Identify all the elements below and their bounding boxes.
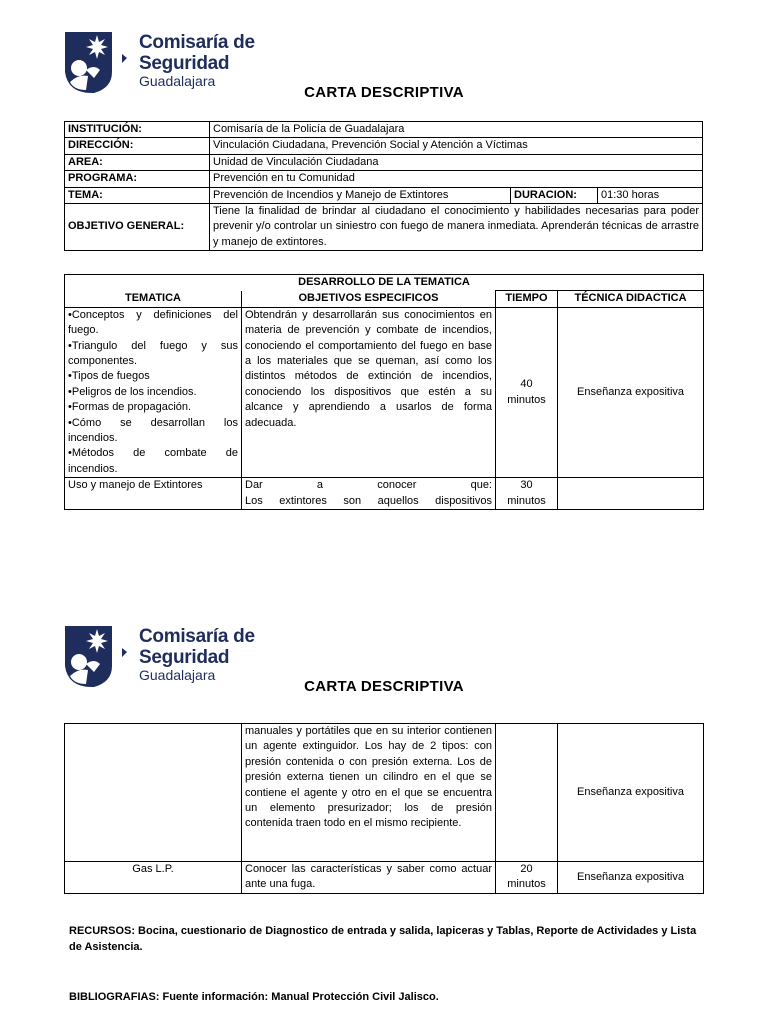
list-item: •Peligros de los incendios.	[68, 385, 197, 398]
tiempo-cell	[496, 307, 558, 477]
tiempo-unit: minutos	[507, 393, 546, 406]
tiempo-number: 30	[520, 479, 533, 492]
tematica-list	[65, 307, 242, 477]
table-row	[65, 724, 704, 862]
header-tematica: TEMATICA	[65, 291, 242, 307]
bibliografias-text: BIBLIOGRAFIAS: Fuente información: Manual Protección Civil Jalisco.	[69, 991, 439, 1003]
list-item: •Triangulo del fuego y sus componentes.	[68, 339, 238, 368]
tema-value: Prevención de Incendios y Manejo de Extintores	[210, 187, 511, 203]
info-row-objetivo	[65, 204, 703, 251]
institucion-label: INSTITUCIÓN:	[65, 122, 210, 138]
info-table	[64, 121, 703, 251]
programa-value: Prevención en tu Comunidad	[210, 171, 703, 187]
tematica-cell	[65, 724, 242, 862]
logo-line2: Seguridad	[139, 647, 230, 668]
list-item: •Cómo se desarrollan los incendios.	[68, 416, 238, 445]
desarrollo-title: DESARROLLO DE LA TEMATICA	[65, 275, 704, 291]
tecnica-cell	[558, 478, 704, 510]
tiempo-cell	[496, 862, 558, 894]
header-tiempo: TIEMPO	[496, 291, 558, 307]
info-row-area	[65, 154, 703, 170]
logo-line2: Seguridad	[139, 53, 230, 74]
tecnica-cell: Enseñanza expositiva	[558, 862, 704, 894]
tiempo-cell	[496, 478, 558, 510]
desarrollo-table	[64, 274, 704, 510]
logo-line3: Guadalajara	[139, 73, 216, 89]
recursos-text: RECURSOS: Bocina, cuestionario de Diagnostico de entrada y salida, lapiceras y Tablas, Reporte de Actividades y Lista de Asistencia.	[69, 925, 697, 953]
header-objetivos: OBJETIVOS ESPECIFICOS	[242, 291, 496, 307]
area-value: Unidad de Vinculación Ciudadana	[210, 154, 703, 170]
direccion-value: Vinculación Ciudadana, Prevención Social y Atención a Víctimas	[210, 138, 703, 154]
list-item: •Formas de propagación.	[68, 401, 192, 414]
tiempo-number: 40	[520, 378, 533, 391]
duracion-value: 01:30 horas	[598, 187, 703, 203]
tematica-cell: Gas L.P.	[65, 862, 242, 894]
objetivo-label: OBJETIVO GENERAL:	[65, 204, 210, 251]
desarrollo-title-row	[65, 275, 704, 291]
institucion-value: Comisaría de la Policía de Guadalajara	[210, 122, 703, 138]
logo-line1: Comisaría de	[139, 32, 255, 53]
objetivo-cell: Obtendrán y desarrollarán sus conocimientos en materia de prevención y combate de incendios, conociendo el comportamiento del fuego en base a los materiales que se queman, así como los distintos métodos de extinción de incendios, conociendo los dispositivos que estén a su alcance y aprendiendo a usarlos de forma adecuada.	[242, 307, 496, 477]
table-row	[65, 862, 704, 894]
logo-line3: Guadalajara	[139, 667, 216, 683]
desarrollo-table-continued	[64, 723, 704, 894]
header-tecnica: TÉCNICA DIDACTICA	[558, 291, 704, 307]
page-title: CARTA DESCRIPTIVA	[304, 678, 464, 695]
objetivo-cell	[242, 478, 496, 510]
tiempo-number: 20	[520, 863, 533, 875]
direccion-label: DIRECCIÓN:	[65, 138, 210, 154]
tema-label: TEMA:	[65, 187, 210, 203]
table-row	[65, 478, 704, 510]
info-row-direccion	[65, 138, 703, 154]
tiempo-unit: minutos	[507, 878, 546, 891]
info-row-institucion	[65, 122, 703, 138]
list-item: •Tipos de fuegos	[68, 370, 150, 383]
tecnica-cell: Enseñanza expositiva	[558, 307, 704, 477]
desarrollo-header-row	[65, 291, 704, 307]
objetivo-line: Los extintores son aquellos dispositivos	[245, 494, 492, 507]
tiempo-cell	[496, 724, 558, 862]
programa-label: PROGRAMA:	[65, 171, 210, 187]
list-item: •Métodos de combate de incendios.	[68, 447, 238, 475]
tecnica-cell: Enseñanza expositiva	[558, 724, 704, 862]
info-row-programa	[65, 171, 703, 187]
table-row	[65, 307, 704, 477]
logo-line1: Comisaría de	[139, 626, 255, 647]
objetivo-line: Dar a conocer que:	[245, 479, 492, 492]
objetivo-value: Tiene la finalidad de brindar al ciudadano el conocimiento y habilidades necesarias para poder prevenir y/o controlar un siniestro con fuego de manera inmediata. Aprenderán técnicas de arrastre y manejo de extintores.	[210, 204, 703, 251]
tiempo-unit: minutos	[507, 494, 546, 507]
info-row-tema	[65, 187, 703, 203]
duracion-label: DURACION:	[511, 187, 598, 203]
page-title: CARTA DESCRIPTIVA	[304, 84, 464, 101]
list-item: •Conceptos y definiciones del fuego.	[68, 308, 238, 337]
tematica-cell: Uso y manejo de Extintores	[65, 478, 242, 510]
area-label: AREA:	[65, 154, 210, 170]
objetivo-cell: Conocer las características y saber como actuar ante una fuga.	[242, 862, 496, 894]
objetivo-cell: manuales y portátiles que en su interior contienen un agente extinguidor. Los hay de 2 tipos: con presión contenida o con presión externa. Los de presión externa tienen un cilindro en el que se contiene el agente y otro en el que se encuentra un elemento presurizador; los de presión contenida traen todo en el mismo recipiente.	[242, 724, 496, 862]
